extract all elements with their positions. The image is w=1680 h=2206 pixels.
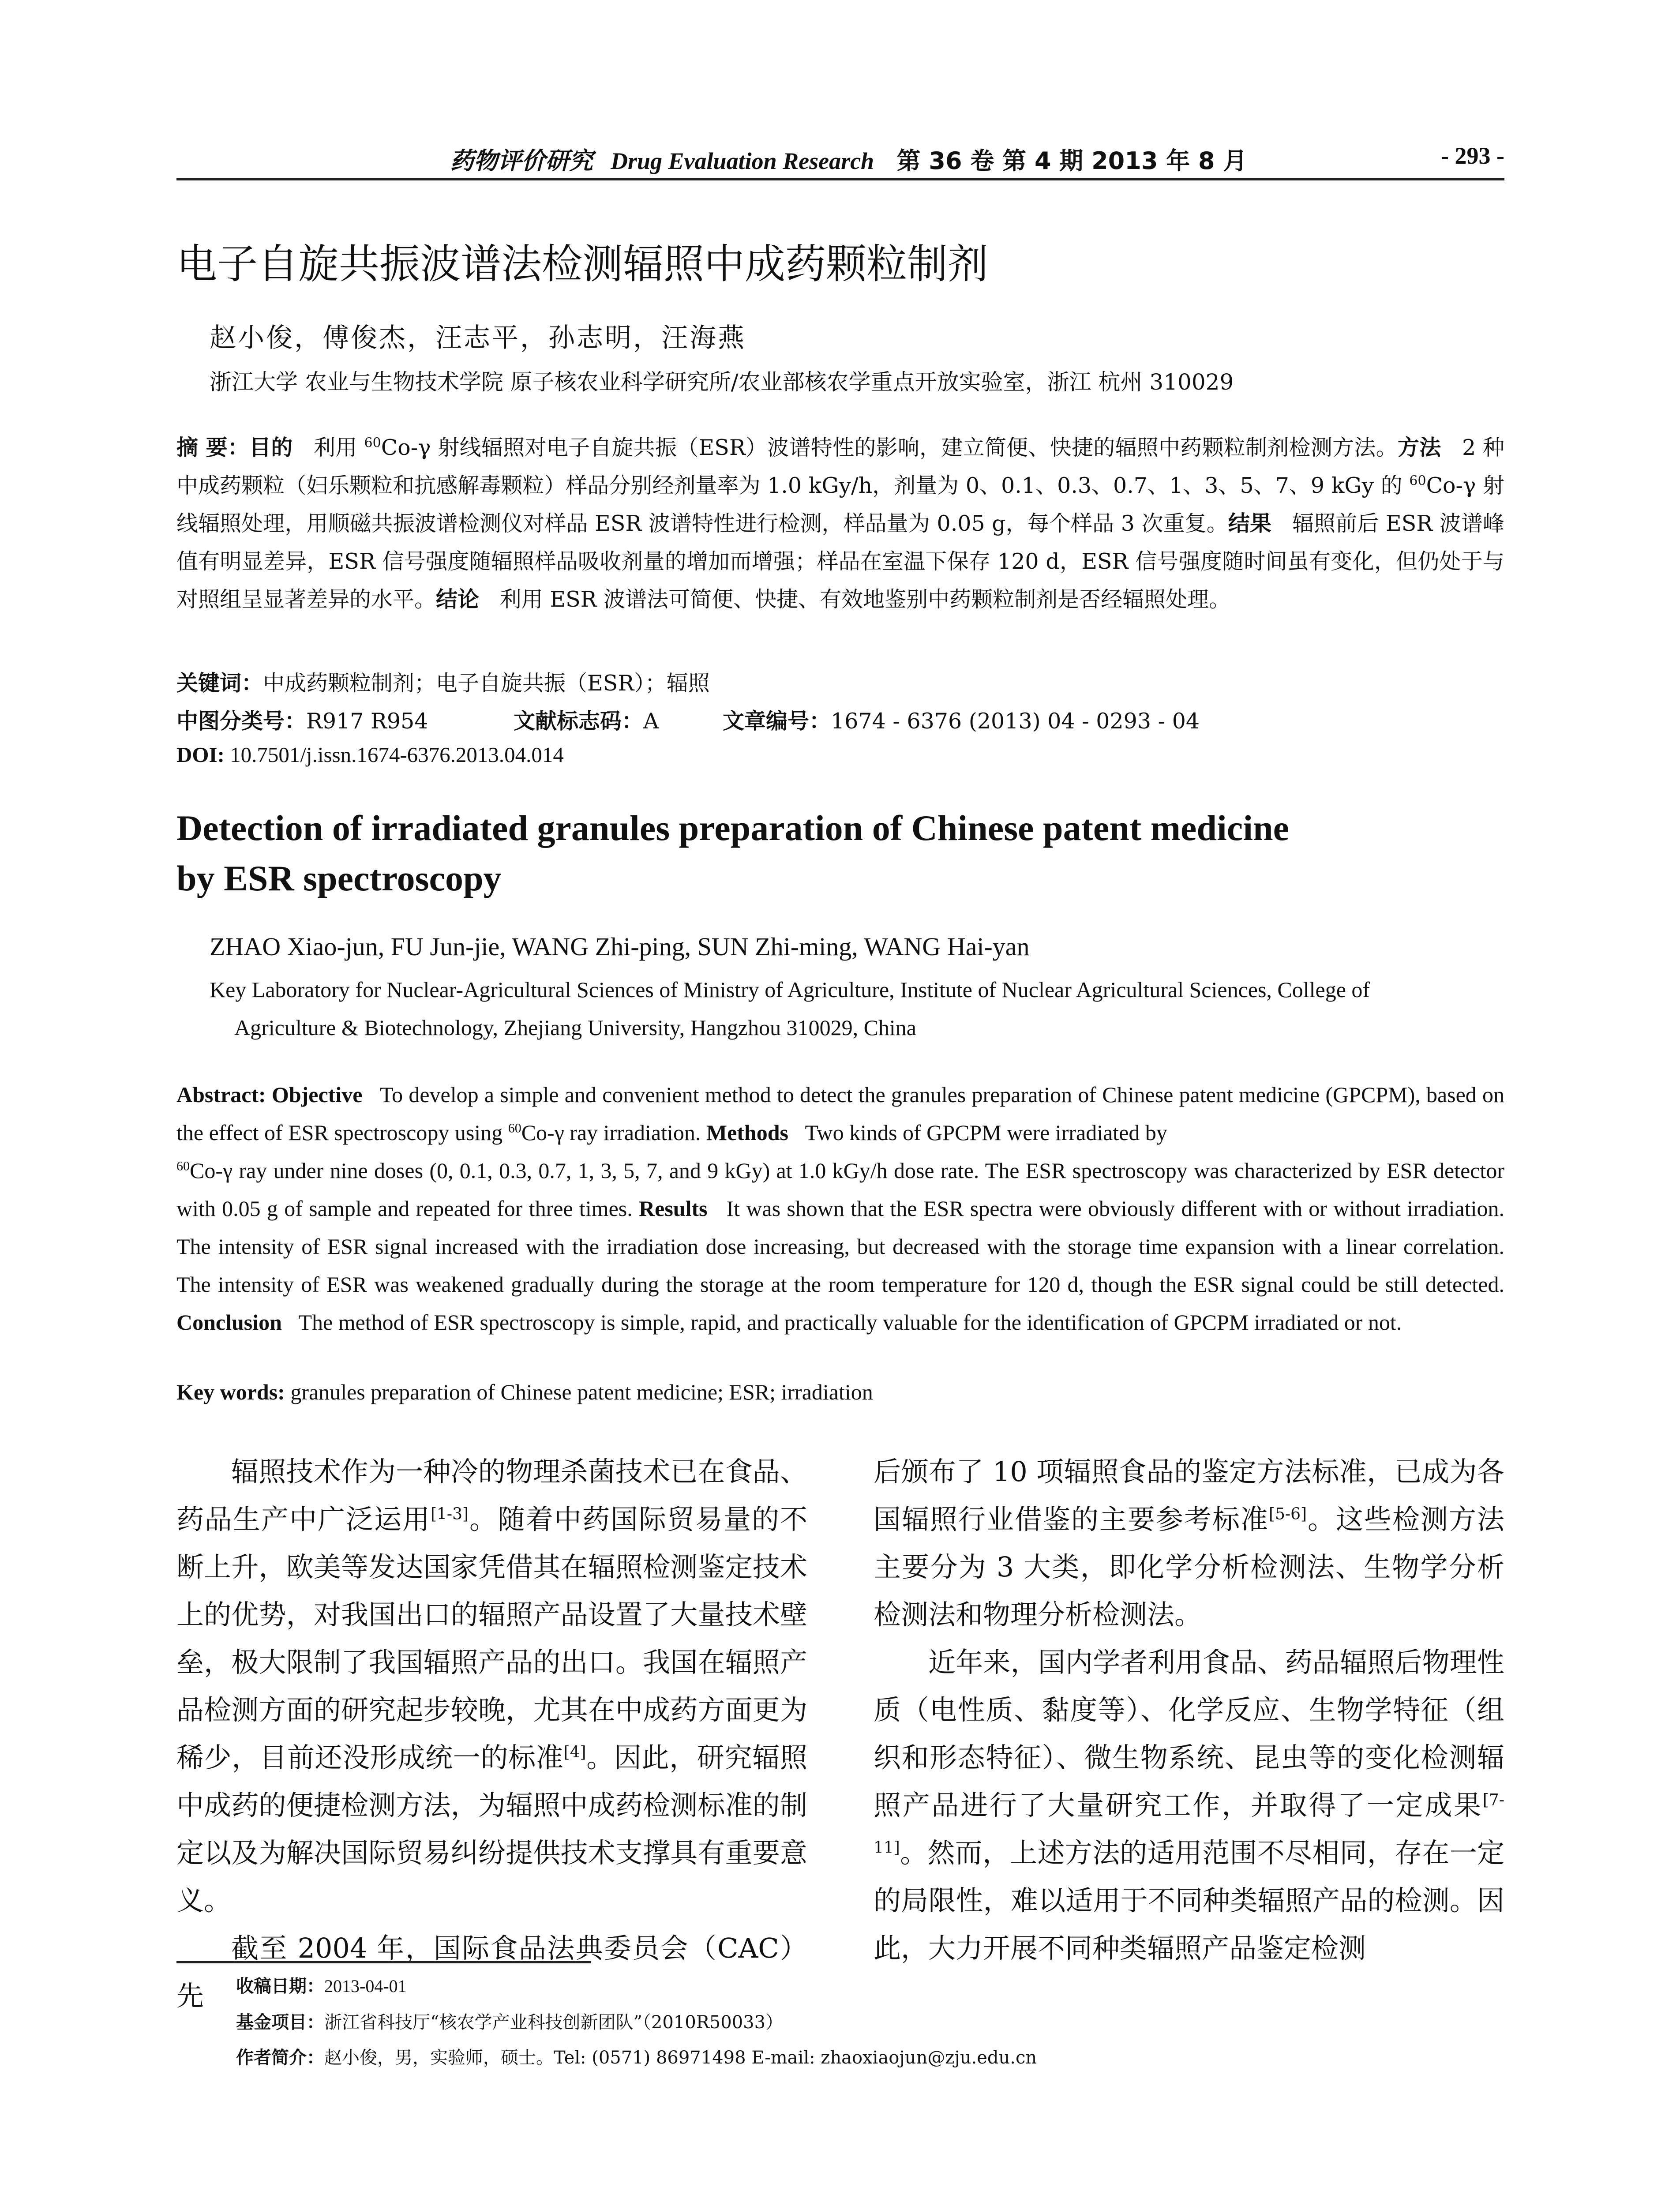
- clc-label: 中图分类号：: [176, 709, 307, 734]
- body-paragraph: [874, 1639, 1504, 1972]
- abstract-english: [176, 1076, 1504, 1341]
- affiliation-english: [210, 971, 1504, 1047]
- conclusion-label-en: Conclusion: [176, 1310, 282, 1335]
- keywords-label: 关键词：: [176, 671, 263, 696]
- keywords-text-en: granules preparation of Chinese patent medicine; ESR; irradiation: [290, 1380, 873, 1404]
- doc-code-label: 文献标志码：: [514, 709, 644, 734]
- authors-english: ZHAO Xiao-jun, FU Jun-jie, WANG Zhi-ping, SUN Zhi-ming, WANG Hai-yan: [210, 932, 1030, 961]
- body-paragraph: 截至 2004 年，国际食品法典委员会（CAC）先: [176, 1932, 807, 2012]
- methods-text: 2 种中成药颗粒（妇乐颗粒和抗感解毒颗粒）样品分别经剂量率为 1.0 kGy/h，剂量为 0、0.1、0.3、0.7、1、3、5、7、9 kGy 的: [176, 435, 1504, 498]
- body-text: 。然而，上述方法的适用范围不尽相同，存在一定的局限性，难以适用于不同种类辐照产品的检测。因此，大力开展不同种类辐照产品鉴定检测: [874, 1837, 1504, 1964]
- footnote-text: 赵小俊，男，实验师，硕士。Tel: (0571) 86971498 E-mail: zhaoxiaojun@zju.edu.cn: [324, 2048, 1037, 2068]
- body-text: 。因此，研究辐照中成药的便捷检测方法，为辐照中成药检测标准的制定以及为解决国际贸易纠纷提供技术支撑具有重要意义。: [176, 1741, 807, 1917]
- citation-ref[interactable]: [4]: [563, 1743, 586, 1762]
- doi-line: [176, 742, 564, 767]
- title-chinese: 电子自旋共振波谱法检测辐照中成药颗粒制剂: [176, 240, 989, 288]
- citation-ref[interactable]: [1-3]: [430, 1505, 469, 1523]
- body-text: 近年来，国内学者利用食品、药品辐照后物理性质（电性质、黏度等）、化学反应、生物学特征（组织和形态特征）、微生物系统、昆虫等的变化检测辐照产品进行了大量研究工作，并取得了一定成果: [874, 1646, 1504, 1821]
- affiliation-chinese: 浙江大学 农业与生物技术学院 原子核农业科学研究所/农业部核农学重点开放实验室，浙江 杭州 310029: [210, 369, 1234, 395]
- conclusion-text: 利用 ESR 波谱法可简便、快捷、有效地鉴别中药颗粒制剂是否经辐照处理。: [499, 587, 1231, 612]
- affiliation-english-line1: Key Laboratory for Nuclear-Agricultural Sciences of Ministry of Agriculture, Institute of Nuclear Agricultural Sciences, College of: [210, 977, 1370, 1002]
- footnote-received: [236, 1972, 407, 1997]
- objective-text-en: To develop a simple and convenient method to detect the granules preparation of Chinese patent medicine (GPCPM), based on the effect of ESR spectroscopy using: [176, 1082, 1505, 1145]
- methods-text-2: Co-γ 射线辐照处理，用顺磁共振波谱检测仪对样品 ESR 波谱特性进行检测，样品量为 0.05 g，每个样品 3 次重复。: [176, 473, 1504, 536]
- body-text: 。随着中药国际贸易量的不断上升，欧美等发达国家凭借其在辐照检测鉴定技术上的优势，对我国出口的辐照产品设置了大量技术壁垒，极大限制了我国辐照产品的出口。我国在辐照产品检测方面的研究起步较晚，尤其在中成药方面更为稀少，目前还没形成统一的标准: [176, 1503, 807, 1774]
- body-text: 后颁布了 10 项辐照食品的鉴定方法标准，已成为各国辐照行业借鉴的主要参考标准: [874, 1456, 1504, 1535]
- isotope-superscript: 60: [1409, 473, 1426, 489]
- footnote-author: [236, 2044, 1037, 2069]
- footnote-label: 作者简介：: [236, 2048, 324, 2068]
- footnote-divider: [176, 1961, 591, 1963]
- running-header: [176, 140, 1504, 180]
- doi-value[interactable]: 10.7501/j.issn.1674-6376.2013.04.014: [230, 743, 564, 767]
- title-english-line1: Detection of irradiated granules preparation of Chinese patent medicine: [176, 808, 1289, 848]
- body-text: 。这些检测方法主要分为 3 大类，即化学分析检测法、生物学分析检测法和物理分析检测法。: [874, 1503, 1504, 1631]
- citation-ref[interactable]: [5-6]: [1268, 1505, 1307, 1523]
- footnote-text: 2013-04-01: [324, 1976, 407, 1996]
- isotope-superscript: 60: [364, 435, 381, 451]
- body-paragraph: [176, 1448, 807, 1925]
- journal-name-en: Drug Evaluation Research: [611, 148, 874, 174]
- methods-label-en: Methods: [706, 1120, 788, 1145]
- isotope-superscript: 60: [508, 1121, 521, 1136]
- article-id-label: 文章编号：: [723, 709, 831, 734]
- footnote-label: 收稿日期：: [236, 1976, 324, 1996]
- doc-code-value: A: [643, 709, 659, 734]
- conclusion-text-en: The method of ESR spectroscopy is simple, rapid, and practically valuable for the identification of GPCPM irradiated or not.: [298, 1310, 1402, 1335]
- page-number: - 293 -: [1441, 143, 1504, 169]
- abstract-chinese: [176, 429, 1504, 619]
- doi-label: DOI:: [176, 743, 225, 767]
- conclusion-label: 结论: [436, 587, 480, 612]
- keywords-label-en: Key words:: [176, 1380, 285, 1404]
- body-text: 辐照技术作为一种冷的物理杀菌技术已在食品、药品生产中广泛运用: [176, 1456, 807, 1535]
- citation-ref[interactable]: [7-11]: [874, 1791, 1504, 1857]
- clc-value: R917 R954: [306, 709, 428, 734]
- abstract-label: 摘 要：: [176, 435, 250, 460]
- authors-chinese: 赵小俊，傅俊杰，汪志平，孙志明，汪海燕: [210, 323, 746, 353]
- body-paragraph: [874, 1448, 1504, 1639]
- methods-label: 方法: [1397, 435, 1441, 460]
- affiliation-english-line2: Agriculture & Biotechnology, Zhejiang University, Hangzhou 310029, China: [234, 1015, 916, 1040]
- results-text: 辐照前后 ESR 波谱峰值有明显差异，ESR 信号强度随辐照样品吸收剂量的增加而增强；样品在室温下保存 120 d，ESR 信号强度随时间虽有变化，但仍处于与对照组呈显著差异的水平。: [176, 511, 1504, 612]
- footnote-label: 基金项目：: [236, 2012, 324, 2033]
- footnote-fund: [236, 2008, 783, 2033]
- keywords-chinese: [176, 666, 710, 697]
- methods-text-en-2: Co-γ ray under nine doses (0, 0.1, 0.3, 0.7, 1, 3, 5, 7, and 9 kGy) at 1.0 kGy/h dose rate. The ESR spectroscopy was characterized by ESR detector with 0.05 g of sample and repeated for three times.: [176, 1158, 1504, 1221]
- journal-info: [450, 142, 1247, 176]
- keywords-english: [176, 1379, 873, 1405]
- issue-info: 第 36 卷 第 4 期 2013 年 8 月: [896, 147, 1247, 175]
- journal-name-cn: 药物评价研究: [450, 146, 593, 175]
- abstract-label-en: Abstract:: [176, 1082, 266, 1107]
- results-label: 结果: [1228, 511, 1272, 536]
- results-label-en: Results: [639, 1196, 708, 1221]
- isotope-superscript: 60: [176, 1159, 190, 1174]
- objective-label: 目的: [249, 435, 293, 460]
- article-id-value: 1674 - 6376 (2013) 04 - 0293 - 04: [831, 709, 1200, 734]
- keywords-text: 中成药颗粒制剂；电子自旋共振（ESR）；辐照: [263, 671, 710, 696]
- footnote-text: 浙江省科技厅“核农学产业科技创新团队”（2010R50033）: [324, 2012, 784, 2033]
- title-english: [176, 803, 1504, 904]
- objective-text-en-2: Co-γ ray irradiation.: [521, 1120, 701, 1145]
- body-column-right: [874, 1448, 1504, 1972]
- results-text-en: It was shown that the ESR spectra were obviously different with or without irradiation. The intensity of ESR signal increased with the irradiation dose increasing, but decreased with the storage time expansion with a linear correlation. The intensity of ESR was weakened gradually during the storage at the room temperature for 120 d, though the ESR signal could be still detected.: [176, 1196, 1504, 1297]
- objective-label-en: Objective: [271, 1082, 363, 1107]
- title-english-line2: by ESR spectroscopy: [176, 858, 502, 898]
- classification-line: [176, 704, 1200, 735]
- objective-text-2: Co-γ 射线辐照对电子自旋共振（ESR）波谱特性的影响，建立简便、快捷的辐照中药颗粒制剂检测方法。: [381, 435, 1398, 460]
- methods-text-en: Two kinds of GPCPM were irradiated by: [805, 1120, 1167, 1145]
- objective-text: 利用: [314, 435, 364, 460]
- body-column-left: [176, 1448, 807, 2020]
